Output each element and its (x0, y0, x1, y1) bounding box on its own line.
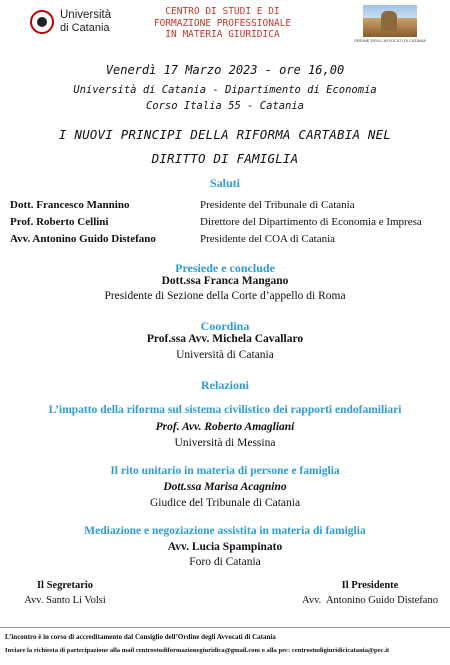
saluti-role: Direttore del Dipartimento di Economia e Impresa (200, 216, 422, 228)
university-name-line1: Università (60, 9, 112, 21)
presiede-name: Dott.ssa Franca Mangano (161, 275, 289, 287)
presidente-title: Il Presidente (341, 580, 399, 591)
talk-affiliation: Università di Messina (174, 437, 276, 449)
saluti-name: Avv. Antonino Guido Distefano (10, 233, 156, 245)
segretario-title: Il Segretario (36, 580, 94, 591)
event-title-line-1: I NUOVI PRINCIPI DELLA RIFORMA CARTABIA NEL (58, 127, 392, 142)
relazioni-heading: Relazioni (201, 378, 249, 392)
saluti-heading: Saluti (209, 176, 240, 190)
coordina-name: Prof.ssa Avv. Michela Cavallaro (146, 333, 304, 345)
talk-title: Il rito unitario in materia di persone e famiglia (110, 465, 340, 477)
footer-contact: Inviare la richiesta di partecipazione alla mail centrostudiformazionegiuridica@gmail.com o alla pec: centrostudigiuridicicatania@pec.it (5, 647, 390, 654)
event-date: Venerdì 17 Marzo 2023 - ore 16,00 (105, 63, 345, 77)
coordina-heading: Coordina (200, 319, 250, 333)
footer-divider (0, 627, 450, 628)
centro-studi-heading: CENTRO DI STUDI E DI FORMAZIONE PROFESSIONALE IN MATERIA GIURIDICA (153, 6, 292, 40)
presidente-name: Avv. Antonino Guido Distefano (302, 595, 438, 606)
segretario-name: Avv. Santo Li Volsi (24, 595, 106, 606)
talk-title: L’impatto della riforma sul sistema civilistico dei rapporti endofamiliari (48, 404, 402, 416)
venue-line-2: Corso Italia 55 - Catania (145, 100, 305, 112)
coordina-affiliation: Università di Catania (176, 349, 274, 361)
saluti-name: Prof. Roberto Cellini (10, 216, 109, 228)
saluti-role: Presidente del Tribunale di Catania (200, 199, 355, 211)
talk-speaker: Avv. Lucia Spampinato (167, 541, 283, 553)
footer-accreditation: L’incontro è in corso di accreditamento dal Consiglio dell’Ordine degli Avvocati di Catania (5, 633, 276, 641)
presiede-heading: Presiede e conclude (175, 261, 275, 275)
coa-logo (355, 5, 425, 45)
saluti-name: Dott. Francesco Mannino (10, 199, 130, 211)
university-seal-icon (30, 10, 54, 34)
presiede-role: Presidente di Sezione della Corte d’appello di Roma (104, 290, 346, 302)
talk-speaker: Prof. Avv. Roberto Amagliani (155, 421, 295, 433)
saluti-role: Presidente del COA di Catania (200, 233, 336, 245)
event-title-line-2: DIRITTO DI FAMIGLIA (151, 151, 299, 166)
university-logo (30, 10, 135, 44)
talk-title: Mediazione e negoziazione assistita in materia di famiglia (84, 525, 366, 537)
coa-caption: ORDINE DEGLI AVVOCATI DI CATANIA (354, 39, 426, 43)
talk-affiliation: Foro di Catania (189, 556, 261, 568)
talk-affiliation: Giudice del Tribunale di Catania (149, 497, 301, 509)
talk-speaker: Dott.ssa Marisa Acagnino (163, 481, 287, 493)
venue-line-1: Università di Catania - Dipartimento di Economia (73, 84, 377, 96)
coa-building-image (363, 5, 417, 37)
university-name-line2: di Catania (60, 22, 110, 34)
